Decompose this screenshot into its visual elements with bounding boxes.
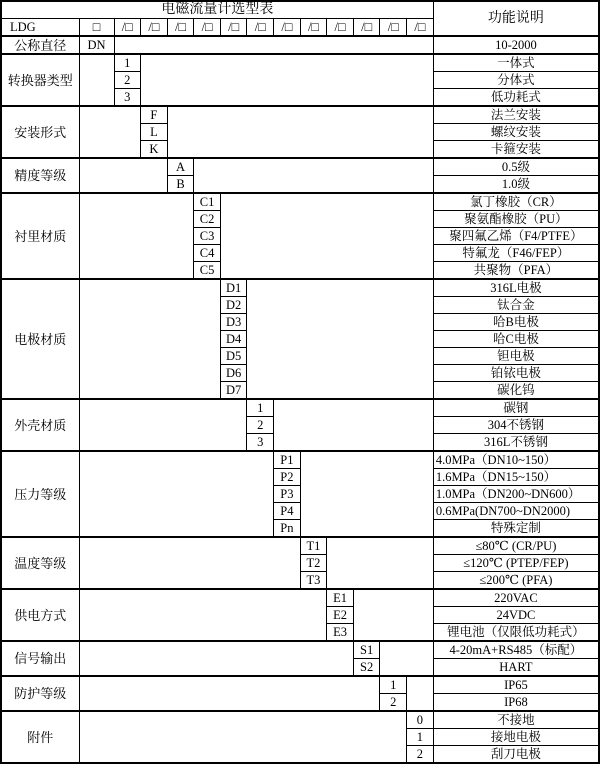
function-cell: HART <box>433 659 599 677</box>
code-cell: E3 <box>327 624 354 642</box>
spacer-right <box>167 106 433 158</box>
model-segment-box: /□ <box>300 19 327 37</box>
code-cell: F <box>141 106 168 124</box>
spacer-left <box>79 451 274 537</box>
code-cell: C1 <box>194 193 221 211</box>
group-label: 防护等级 <box>1 676 79 711</box>
function-cell: ≤80℃ (CR/PU) <box>433 537 599 555</box>
spacer-right <box>220 193 433 279</box>
function-cell: 接地电极 <box>433 729 599 746</box>
code-cell: 1 <box>247 399 274 417</box>
code-cell: E2 <box>327 607 354 624</box>
function-cell: 不接地 <box>433 711 599 729</box>
function-cell: 304不锈钢 <box>433 417 599 434</box>
spacer-left <box>79 106 141 158</box>
function-cell: 卡箍安装 <box>433 141 599 159</box>
table-title: 电磁流量计选型表 <box>1 1 433 19</box>
group-label: 电极材质 <box>1 279 79 399</box>
spacer-left <box>79 158 167 193</box>
group-label: 精度等级 <box>1 158 79 193</box>
function-cell: 聚四氟乙烯（F4/PTFE） <box>433 228 599 245</box>
function-cell: 碳化钨 <box>433 382 599 400</box>
function-cell: 聚氨酯橡胶（PU） <box>433 211 599 228</box>
code-cell: D3 <box>220 314 247 331</box>
code-cell: S2 <box>353 659 380 677</box>
function-cell: 0.5级 <box>433 158 599 176</box>
spacer-left <box>79 589 327 641</box>
code-cell: A <box>167 158 194 176</box>
group-label: 温度等级 <box>1 537 79 589</box>
code-cell: 1 <box>114 54 141 72</box>
code-cell: P2 <box>274 469 301 486</box>
function-cell: 220VAC <box>433 589 599 607</box>
group-label: 安装形式 <box>1 106 79 158</box>
code-cell: D1 <box>220 279 247 297</box>
function-cell: 特殊定制 <box>433 520 599 538</box>
spacer-left <box>79 641 353 676</box>
group-label: 压力等级 <box>1 451 79 537</box>
model-base-box: □ <box>79 19 114 37</box>
function-cell: ≤200℃ (PFA) <box>433 572 599 590</box>
code-cell: 3 <box>247 434 274 452</box>
code-cell: DN <box>79 36 114 54</box>
function-cell: 螺纹安装 <box>433 124 599 141</box>
group-label: 公称直径 <box>1 36 79 54</box>
code-cell: B <box>167 176 194 194</box>
code-cell: S1 <box>353 641 380 659</box>
function-cell: 24VDC <box>433 607 599 624</box>
function-cell: 特氟龙（F46/FEP） <box>433 245 599 262</box>
spacer-right <box>300 451 433 537</box>
code-cell: E1 <box>327 589 354 607</box>
function-cell: 哈B电极 <box>433 314 599 331</box>
spacer-left <box>79 279 220 399</box>
function-cell: 氯丁橡胶（CR） <box>433 193 599 211</box>
code-cell: L <box>141 124 168 141</box>
code-cell: D4 <box>220 331 247 348</box>
spacer-right <box>141 54 434 106</box>
spacer-right <box>327 537 434 589</box>
code-cell: C4 <box>194 245 221 262</box>
code-cell: 2 <box>247 417 274 434</box>
model-prefix: LDG <box>1 19 79 37</box>
code-cell: 2 <box>407 746 434 764</box>
code-cell: 1 <box>407 729 434 746</box>
code-cell: 0 <box>407 711 434 729</box>
model-segment-box: /□ <box>380 19 407 37</box>
spacer-right <box>380 641 433 676</box>
model-segment-box: /□ <box>247 19 274 37</box>
code-cell: D6 <box>220 365 247 382</box>
code-cell: T3 <box>300 572 327 590</box>
group-label: 信号输出 <box>1 641 79 676</box>
function-column-header: 功能说明 <box>433 1 599 36</box>
function-cell: 316L电极 <box>433 279 599 297</box>
code-cell: C2 <box>194 211 221 228</box>
spacer-right <box>274 399 434 451</box>
code-cell: T1 <box>300 537 327 555</box>
group-label: 供电方式 <box>1 589 79 641</box>
function-cell: IP65 <box>433 676 599 694</box>
selection-table-body <box>1 1 599 763</box>
model-segment-box: /□ <box>327 19 354 37</box>
function-cell: 锂电池（仅限低功耗式） <box>433 624 599 642</box>
function-cell: 共聚物（PFA） <box>433 262 599 280</box>
function-cell: ≤120℃ (PTEP/FEP) <box>433 555 599 572</box>
code-cell: 2 <box>380 694 407 712</box>
code-cell: K <box>141 141 168 159</box>
spacer-left <box>79 711 407 763</box>
model-segment-box: /□ <box>194 19 221 37</box>
function-cell: 10-2000 <box>433 36 599 54</box>
spacer-right <box>407 676 434 711</box>
model-segment-box: /□ <box>141 19 168 37</box>
model-segment-box: /□ <box>407 19 434 37</box>
spacer-left <box>79 676 380 711</box>
spacer-right <box>194 158 434 193</box>
code-cell: T2 <box>300 555 327 572</box>
function-cell: 钛合金 <box>433 297 599 314</box>
group-label: 附件 <box>1 711 79 763</box>
spacer-right <box>114 36 433 54</box>
model-segment-box: /□ <box>353 19 380 37</box>
spacer-right <box>353 589 433 641</box>
function-cell: 4-20mA+RS485（标配） <box>433 641 599 659</box>
function-cell: 刮刀电极 <box>433 746 599 764</box>
function-cell: 哈C电极 <box>433 331 599 348</box>
spacer-left <box>79 399 247 451</box>
spacer-left <box>79 537 300 589</box>
group-label: 衬里材质 <box>1 193 79 279</box>
function-cell: 一体式 <box>433 54 599 72</box>
code-cell: 3 <box>114 89 141 107</box>
function-cell: 低功耗式 <box>433 89 599 107</box>
function-cell: 316L不锈钢 <box>433 434 599 452</box>
spacer-left <box>79 54 114 106</box>
function-cell: 碳钢 <box>433 399 599 417</box>
function-cell: 0.6MPa(DN700~DN2000) <box>433 503 599 520</box>
code-cell: C3 <box>194 228 221 245</box>
code-cell: P3 <box>274 486 301 503</box>
function-cell: 法兰安装 <box>433 106 599 124</box>
function-cell: 分体式 <box>433 72 599 89</box>
model-segment-box: /□ <box>114 19 141 37</box>
function-cell: 1.6MPa（DN15~150） <box>433 469 599 486</box>
code-cell: 2 <box>114 72 141 89</box>
code-cell: P4 <box>274 503 301 520</box>
function-cell: IP68 <box>433 694 599 712</box>
spacer-right <box>247 279 433 399</box>
code-cell: C5 <box>194 262 221 280</box>
group-label: 外壳材质 <box>1 399 79 451</box>
function-cell: 1.0MPa（DN200~DN600） <box>433 486 599 503</box>
function-cell: 铂铱电极 <box>433 365 599 382</box>
code-cell: D5 <box>220 348 247 365</box>
model-segment-box: /□ <box>167 19 194 37</box>
code-cell: P1 <box>274 451 301 469</box>
group-label: 转换器类型 <box>1 54 79 106</box>
code-cell: Pn <box>274 520 301 538</box>
model-segment-box: /□ <box>220 19 247 37</box>
code-cell: D7 <box>220 382 247 400</box>
function-cell: 钽电极 <box>433 348 599 365</box>
code-cell: D2 <box>220 297 247 314</box>
code-cell: 1 <box>380 676 407 694</box>
function-cell: 4.0MPa（DN10~150） <box>433 451 599 469</box>
spacer-left <box>79 193 194 279</box>
function-cell: 1.0级 <box>433 176 599 194</box>
model-segment-box: /□ <box>274 19 301 37</box>
